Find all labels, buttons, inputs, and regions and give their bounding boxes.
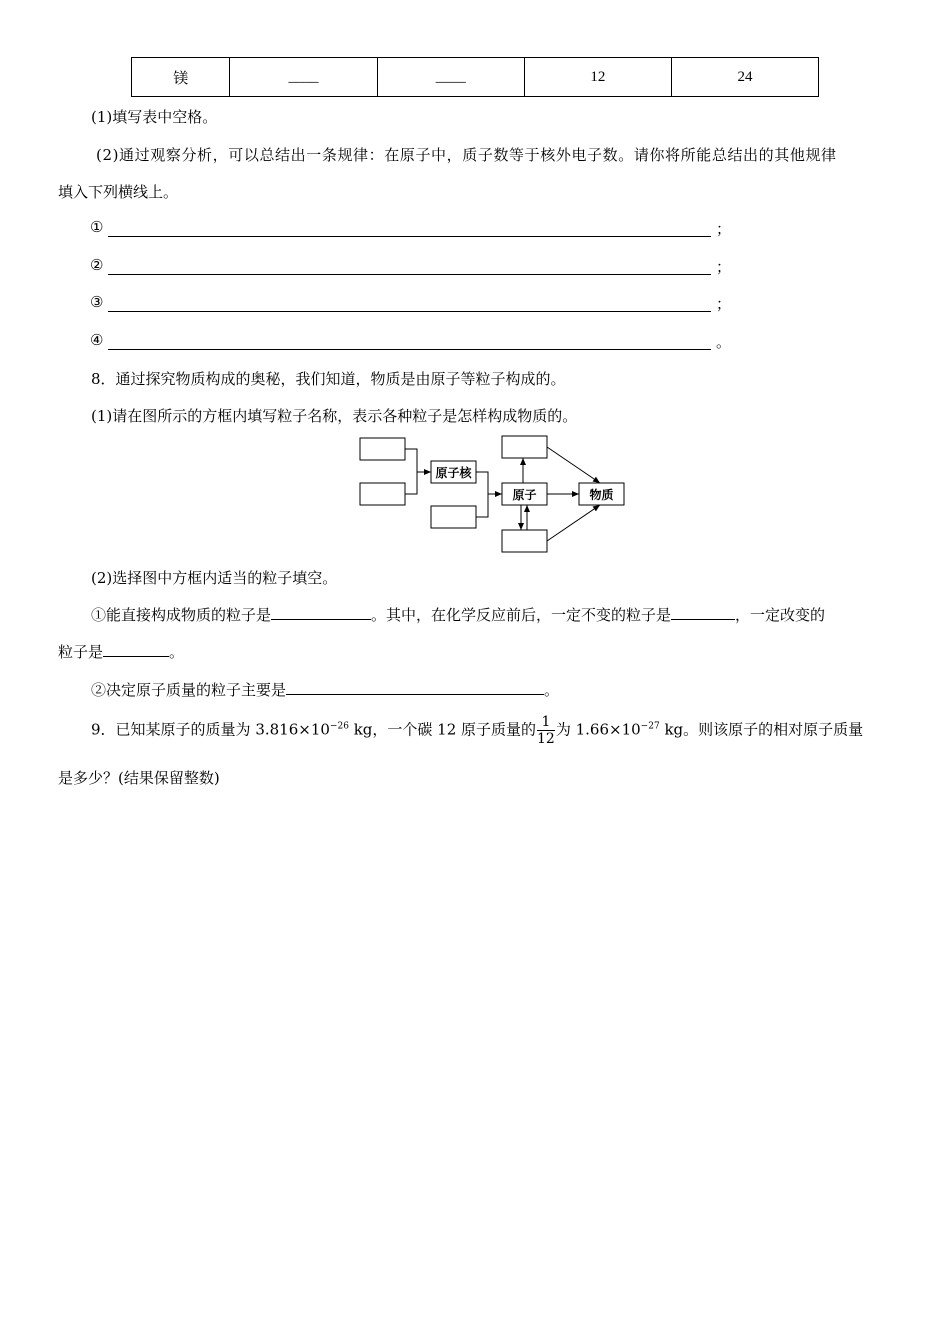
q8-part1: (1)请在图所示的方框内填写粒子名称，表示各种粒子是怎样构成物质的。 xyxy=(91,407,578,425)
q7-part1: (1)填写表中空格。 xyxy=(91,108,218,126)
q8-sub1-line2: 粒子是 。 xyxy=(58,643,185,661)
fill-blank[interactable] xyxy=(271,605,371,620)
empty-box-mid-left xyxy=(360,483,405,505)
q8-sub1-line1: ①能直接构成物质的粒子是 。其中，在化学反应前后，一定不变的粒子是 ，一定改变的 xyxy=(91,606,826,624)
circle-number: ④ xyxy=(90,331,104,349)
q8-sub2: ②决定原子质量的粒子主要是 。 xyxy=(91,681,560,699)
nucleus-label: 原子核 xyxy=(435,466,472,480)
q8-stem: 8．通过探究物质构成的奥秘，我们知道，物质是由原子等粒子构成的。 xyxy=(91,370,566,388)
empty-box-bottom-right xyxy=(502,530,547,552)
empty-box-low-left xyxy=(431,506,476,528)
particle-diagram xyxy=(355,432,635,557)
element-table xyxy=(131,57,819,97)
matter-label: 物质 xyxy=(589,488,614,502)
table-row xyxy=(132,58,819,97)
fill-blank[interactable] xyxy=(286,680,544,695)
circle-number: ① xyxy=(90,218,104,236)
empty-box-top-left xyxy=(360,438,405,460)
circle-number: ② xyxy=(90,256,104,274)
q7-part2-line1: (2)通过观察分析，可以总结出一条规律：在原子中，质子数等于核外电子数。请你将所能总结出的其他规律 xyxy=(96,146,837,164)
fill-blank[interactable] xyxy=(103,642,169,657)
q8-part2: (2)选择图中方框内适当的粒子填空。 xyxy=(91,569,338,587)
q9-line2: 是多少？(结果保留整数) xyxy=(58,769,220,787)
empty-box-top-right xyxy=(502,436,547,458)
value-cell: 24 xyxy=(671,58,818,97)
blank-cell: ____ xyxy=(377,58,524,97)
blank-cell: ____ xyxy=(230,58,377,97)
element-cell: 镁 xyxy=(132,58,230,97)
circle-number: ③ xyxy=(90,293,104,311)
fraction-one-twelfth: $\frac{1}{12}$ xyxy=(537,714,555,747)
atom-label: 原子 xyxy=(512,488,537,502)
q7-part2-line2: 填入下列横线上。 xyxy=(58,183,179,201)
fill-blank[interactable] xyxy=(671,605,735,620)
q9-line1: 9．已知某原子的质量为 $3.816\times 10^{-26}$ kg，一个碳 12 原子质量的 $\frac{1}{12}$ 为 $1.66\times 10^{-27}$ kg。则该原子的相对原子质量 xyxy=(91,714,864,747)
value-cell: 12 xyxy=(524,58,671,97)
